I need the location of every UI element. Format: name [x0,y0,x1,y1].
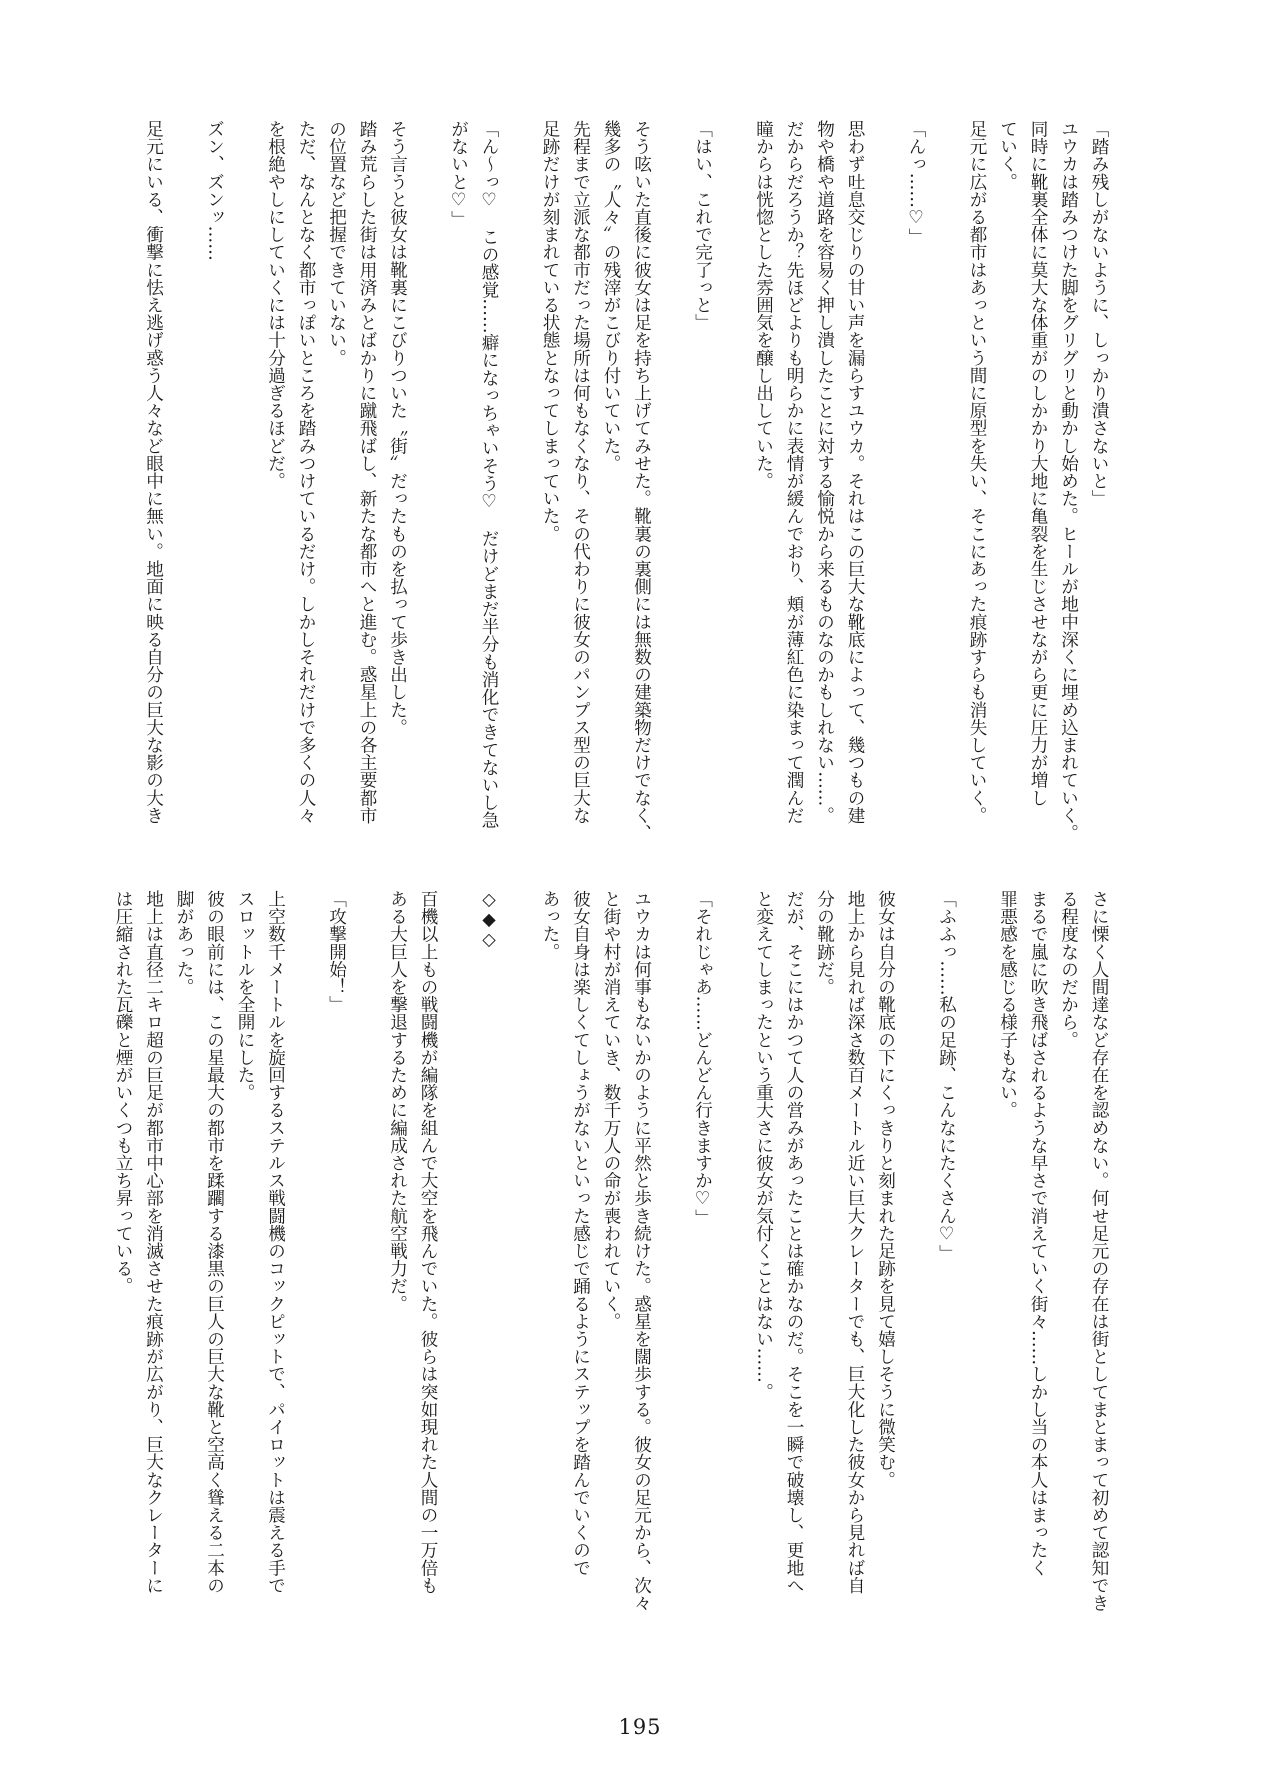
text-line: 百機以上もの戦闘機が編隊を組んで大空を飛んでいた。彼らは突如現れた人間の一万倍も [418,890,438,1594]
text-line: 「んっ……♡」 [906,120,926,246]
text-line [291,890,322,1580]
text-line: 足元に広がる都市はあっという間に原型を失い、そこにあった痕跡すらも消失していく。 [967,120,987,824]
text-line [718,120,749,810]
text-line: まるで嵐に吹き飛ばされるような早さで消えていく街々……しかし当の本人はまったく [1028,890,1048,1577]
text-line: 「攻撃開始！」 [326,890,347,1014]
text-line: 上空数千メートルを旋回するステルス戦闘機のコックピットで、パイロットは震える手で [265,890,286,1594]
text-line: を根絶やしにしていくには十分過ぎるほどだ。 [265,120,286,490]
text-line: 踏み荒らした街は用済みとばかりに蹴飛ばし、新たな都市へと進む。惑星上の各主要都市 [357,120,377,824]
upper-text-block [138,120,1114,842]
text-line: 地上は直径二キロ超の巨足が都市中心部を消滅させた痕跡が広がり、巨大なクレーターに [143,890,164,1594]
text-line: 同時に靴裏全体に莫大な体重がのしかかり大地に亀裂を生じさせながら更に圧力が増し [1028,120,1048,807]
text-line: 足元にいる、衝撃に怯え逃げ惑う人々など眼中に無い。地面に映る自分の巨大な影の大き [143,120,164,824]
text-line: 幾多の〝人々〟の残滓がこびり付いていた。 [601,120,621,472]
text-line: がないと♡」 [448,120,469,228]
text-line: 彼の眼前には、この星最大の都市を蹂躙する漆黒の巨人の巨大な靴と空高く聳える二本の [204,890,225,1594]
text-line: ズン、ズンッ…… [204,120,225,261]
text-line: ユウカは踏みつけた脚をグリグリと動かし始めた。ヒールが地中深くに埋め込まれていく。 [1058,120,1079,842]
text-line: と変えてしまったという重大さに彼女が気付くことはない……。 [753,890,774,1401]
text-line [870,120,901,810]
text-line: そう呟いた直後に彼女は足を持ち上げてみせた。靴裏の裏側には無数の建築物だけでなく、 [631,120,652,842]
text-line: あった。 [540,890,560,961]
text-line: だが、そこにはかつて人の営みがあったことは確かなのだ。そこを一瞬で破壊し、更地へ [784,890,804,1594]
lower-text-block [108,890,1115,1612]
text-line [504,890,535,1580]
text-line: 「ん～っ♡ この感覚……癖になっちゃいそう♡ だけどまだ半分も消化できてないし急 [479,120,499,829]
text-line [413,120,444,810]
text-line: 脚があった。 [174,890,194,996]
text-line: 足跡だけが刻まれている状態となってしまっていた。 [540,120,560,543]
text-line: 「それじゃあ……どんどん行きますか♡」 [692,890,713,1227]
text-line [230,120,261,810]
text-line: 思わず吐息交じりの甘い声を漏らすユウカ。それはこの巨大な靴底によって、幾つもの建 [845,120,865,824]
text-line [169,120,200,810]
text-line [931,120,962,810]
text-line: 「踏み残しがないように、しっかり潰さないと」 [1089,120,1109,508]
text-line: ある大巨人を撃退するために編成された航空戦力だ。 [387,890,408,1313]
text-line: 彼女は自分の靴底の下にくっきりと刻まれた足跡を見て嬉しそうに微笑む。 [875,890,896,1489]
text-line: スロットルを全開にした。 [235,890,255,1102]
text-line: ユウカは何事もないかのように平然と歩き続けた。惑星を闊歩する。彼女の足元から、次々 [631,890,652,1612]
text-line [718,890,749,1580]
text-line [443,890,474,1580]
text-line: 罪悪感を感じる様子もない。 [997,890,1018,1119]
text-line: そう言うと彼女は靴裏にこびりついた〝街〟だったものを払って歩き出した。 [387,120,408,736]
text-line: る程度なのだから。 [1058,890,1079,1049]
text-line: 先程まで立派な都市だった場所は何もなくなり、その代わりに彼女のパンプス型の巨大な [570,120,591,824]
text-line: ◇◆◇ [479,890,499,950]
text-line: 「ふふっ……私の足跡、こんなにたくさん♡」 [936,890,957,1262]
text-line [962,890,993,1580]
text-line: 瞳からは恍惚とした雰囲気を醸し出していた。 [753,120,774,490]
text-line: 彼女自身は楽しくてしょうがないといった感じで踊るようにステップを踏んでいくので [570,890,591,1577]
page-number: 195 [618,1715,662,1739]
text-line: 分の靴跡だ。 [814,890,835,996]
text-line [657,120,688,810]
text-line: だからだろうか？先ほどよりも明らかに表情が緩んでおり、頬が薄紅色に染まって潤んだ [784,120,804,824]
text-line [352,890,383,1580]
text-line: 地上から見れば深さ数百メートル近い巨大クレーターでも、巨大化した彼女から見れば自 [845,890,865,1594]
text-line: ただ、なんとなく都市っぽいところを踏みつけているだけ。しかしそれだけで多くの人々 [296,120,316,824]
text-line [504,120,535,810]
text-line: 物や橋や道路を容易く押し潰したことに対する愉悦から来るものなのかもしれない……。 [814,120,835,824]
text-line: は圧縮された瓦礫と煙がいくつも立ち昇っている。 [113,890,133,1295]
text-line: さに慄く人間達など存在を認めない。何せ足元の存在は街としてまとまって初めて認知でき [1089,890,1109,1612]
text-line: ていく。 [997,120,1018,191]
text-line: と街や村が消えていき、数千万人の命が喪われていく。 [601,890,621,1330]
text-line: の位置など把握できていない。 [326,120,347,367]
text-line [657,890,688,1580]
text-line [901,890,932,1580]
text-line: 「はい、これで完了っと」 [692,120,713,332]
